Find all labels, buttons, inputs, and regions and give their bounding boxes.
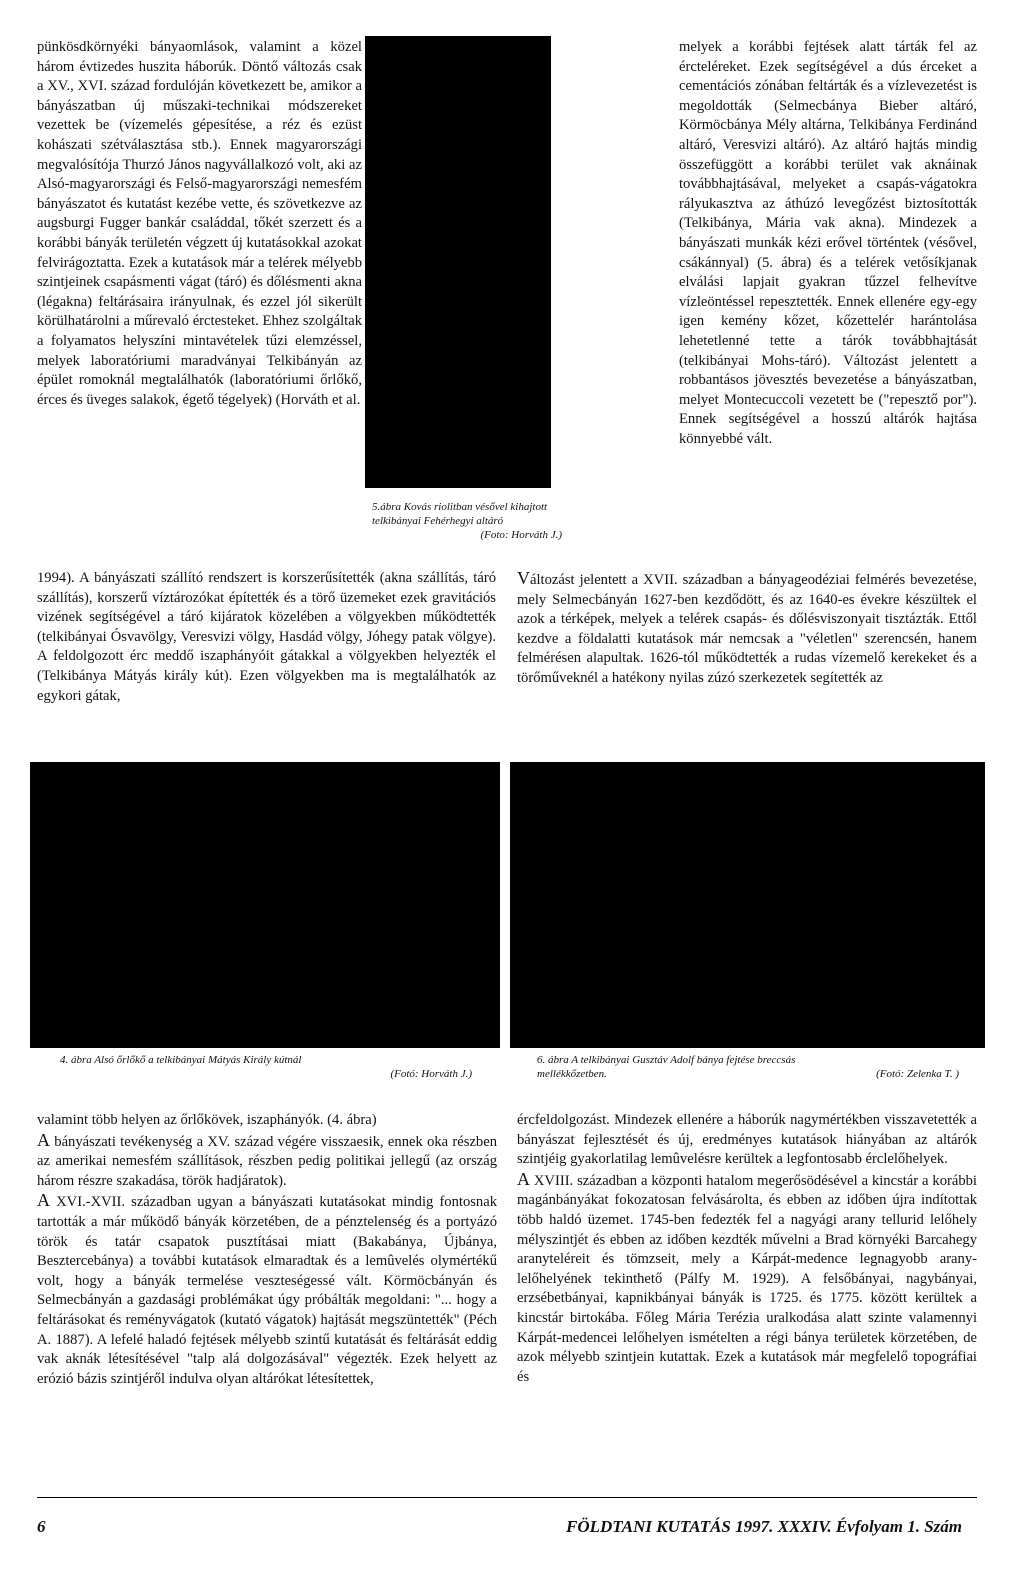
caption-6-line2: mellékkőzetben. xyxy=(537,1068,607,1080)
right-continuation xyxy=(517,569,977,689)
caption-5-line1: 5.ábra Kovás riolitban vésővel kihajtott xyxy=(372,501,548,513)
left-bottom-p2 xyxy=(37,1131,497,1192)
right-bottom-column xyxy=(517,1111,977,1387)
dropcap-v: V xyxy=(517,568,530,588)
left-continuation xyxy=(37,569,496,706)
right-bottom-p2 xyxy=(517,1170,977,1388)
caption-4-line1: 4. ábra Alsó őrlőkő a telkibányai Mátyás Király kútnál xyxy=(60,1054,302,1066)
caption-6-line1: 6. ábra A telkibányai Gusztáv Adolf bánya fejtése breccsás xyxy=(537,1054,796,1066)
right-bottom-p1: ércfeldolgozást. Mindezek ellenére a háborúk nagymértékben visszavetették a bányászat fejlesztését és új, eredményes kutatások hiányában az altárók szintjéig gyakorlatilag lemûvelésre kerültek a legfontosabb érclelőhelyek. xyxy=(517,1112,977,1168)
caption-6-credit: (Fotó: Zelenka T. ) xyxy=(876,1068,959,1080)
left-bottom-p3-text: XVI.-XVII. században ugyan a bányászati kutatásokat mindig fontosnak tartották a már működő bányák körzetében, de a pénztelenség és a portyázó török és tatár csapatok pusztításai miatt (Bakabánya, Újbánya, Besztercebánya) a további kutatások elmaradtak és a lemûvelés olymértékű volt, hogy a bányák termelése veszteségessé vált. Körmöcbányán és Selmecbányán a gazdasági problémákat úgy próbálták megoldani: "... hogy a feltárásokat és reményvágatok (kutató vágatok) hajtását megszüntették" (Péch A. 1887). A lefelé haladó fejtések mélyebb szintű kutatását és feltárását eddig vak aknák létesítésével "talp alá dolgozásával" végezték. Ezek helyett az erózió bázis szintjéről indulva olyan altárókat létesítettek, xyxy=(37,1194,497,1387)
caption-figure-6 xyxy=(537,1053,959,1081)
dropcap-a-2: A xyxy=(37,1190,50,1211)
caption-figure-5 xyxy=(372,500,562,542)
left-top-column xyxy=(37,38,362,410)
caption-6-line2-row xyxy=(537,1067,959,1081)
left-bottom-p2-text: bányászati tevékenység a XV. század végére visszaesik, ennek oka részben az amerikai nemesfém szállítások, részben pedig politikai jellegű (az ország három részre szakadása, török hadjáratok). xyxy=(37,1133,497,1189)
right-continuation-paragraph xyxy=(517,569,977,689)
right-top-column xyxy=(679,38,977,449)
left-bottom-column xyxy=(37,1111,497,1389)
left-continuation-text: 1994). A bányászati szállító rendszert is korszerűsítették (akna szállítás, táró szállítás), korszerű víztározókat építették és a törő üzemeket ezek gravitációs vizének segítségével a táró kijáratok közelében a völgyekben működtették (telkibányai Ósvavölgy, Veresvizi völgy, Hasdád völgy, Jóhegy patak völgye). A feldolgozott érc meddő iszaphányóit gátakkal a völgyekben helyezték el (Telkibánya Mátyás király kút). Ezen völgyekben ma is megtalálhatók az egykori gátak, xyxy=(37,570,496,704)
right-bottom-p2-text: XVIII. században a központi hatalom megerősödésével a kincstár a korábbi magánbányákat fokozatosan felvásárolta, és ebben az időben újra indítottak több haldó üzemet. 1745-ben fedezték fel a nagyági arany tellurid lelőhely mélyszintjét és ebben az időben kezdték művelni a Brad környéki Barcahegy aranyteléreit és tömzseit, mely a Kárpát-medence legnagyobb arany-lelőhelyének tekinthető (Pálfy M. 1929). A felsőbányai, nagybányai, erzsébetbányai, kapnikbányai bányák is 1725. és 1775. között kerültek a kincstár birtokába. Főleg Mária Terézia uralkodása alatt szinte valamennyi Kárpát-medencei lelőhelyen ismételten a régi bánya területek körzetében, de azok mélyebb szintjein kutattak. Ezek a kutatások már megfelelő topográfiai és xyxy=(517,1172,977,1385)
caption-5-line2: telkibányai Fehérhegyi altáró xyxy=(372,515,504,527)
left-top-paragraph: pünkösdkörnyéki bányaomlások, valamint a közel három évtizedes huszita háborúk. Döntő változás csak a XV., XVI. század fordulóján következett be, amikor a bányászatban új műszaki-technikai módszereket vezettek be (vízemelés gépesítése, a réz és ezüst kohászati szétválasztása stb.). Ennek magyarországi megvalósítója Thurzó János nagyvállalkozó volt, aki az Alsó-magyarországi és Felső-magyarországi nemesfém bányászatot és kutatást kezébe vette, és szövetkezve az augsburgi Fugger bankár családdal, tőkét szerzett és a korábbi bányák területén végzett új kutatásokkal azokat felvirágoztatta. Ezek a kutatások már a telérek mélyebb szintjeinek csapásmenti vágat (táró) és dőlésmenti akna (légakna) feltárásaira irányulnak, és ezzel jól sikerült körülhatárolni a műrevaló érctesteket. Ehhez szolgáltak a folyamatos helyszíni mintavételek tűzi elemzéssel, melyek laboratóriumi maradványai Telkibányán az épület romoknál megtalálhatók (laboratóriumi őrlőkő, érces és üveges salakok, égető tégelyek) (Horváth et al. xyxy=(37,39,362,408)
right-continuation-text: áltozást jelentett a XVII. században a bányageodéziai felmérés bevezetése, mely Selmecbányán 1627-ben kezdődött, és az 1640-es évekre készültek el azok a térképek, melyek a telérek csapás- és dőlésviszonyait tisztázták. Ettől kezdve a földalatti kutatások már nemcsak a "véletlen" szerencsén, hanem felmérésen alapultak. 1626-tól működtették a rudas vízemelő kerekeket és a törőműveknél a hatékony nyilas zúzó szerkezetek segítették az xyxy=(517,572,977,686)
left-bottom-p1: valamint több helyen az őrlőkövek, iszaphányók. (4. ábra) xyxy=(37,1112,377,1128)
photo-figure-5 xyxy=(365,36,551,488)
caption-figure-4 xyxy=(60,1053,472,1081)
page-number: 6 xyxy=(37,1517,46,1536)
footer-rule xyxy=(37,1497,977,1498)
journal-title: FÖLDTANI KUTATÁS 1997. XXXIV. Évfolyam 1. Szám xyxy=(566,1517,962,1536)
caption-5-credit: (Foto: Horváth J.) xyxy=(480,529,562,541)
dropcap-a-1: A xyxy=(37,1129,50,1150)
right-top-paragraph: melyek a korábbi fejtések alatt tárták fel az ércteléreket. Ezek segítségével a dús érceket a cementációs zónában feltárták és a vízlevezetést is megoldották (Selmecbánya Bieber altáró, Körmöcbánya Mély altárna, Telkibánya Ferdinánd altáró, Veresvizi altáró). Az altáró hajtás mindig összefüggött a korábbi terület vak aknáinak továbbhajtásával, melyeket a csapás-vágatokra rályukasztva az áthúzó levegőzést biztosították (Telkibánya, Mária vak akna). Mindezek a bányászati munkák kézi erővel történtek (vésővel, csákánnyal) (5. ábra) és a telérek vetősíkjanak elválási lapjait gyakran tűzzel felhevítve vízleöntéssel repesztették. Ennek ellenére egy-egy igen kemény kőzet, kőzettelér harántolása lehetetlenné tette a tárók továbbhajtását (telkibányai Mohs-táró). Változást jelentett a robbantásos jövesztés bevezetése a bányászatban, melyet Montecuccoli vezetett be ("repesztő por"). Ennek segítségével a hosszú altárók hajtása könnyebbé vált. xyxy=(679,39,977,447)
photo-figure-4 xyxy=(30,762,500,1048)
photo-figure-6 xyxy=(510,762,985,1048)
dropcap-a-3: A xyxy=(517,1168,530,1189)
left-bottom-p3 xyxy=(37,1191,497,1389)
caption-4-credit: (Fotó: Horváth J.) xyxy=(390,1068,472,1080)
